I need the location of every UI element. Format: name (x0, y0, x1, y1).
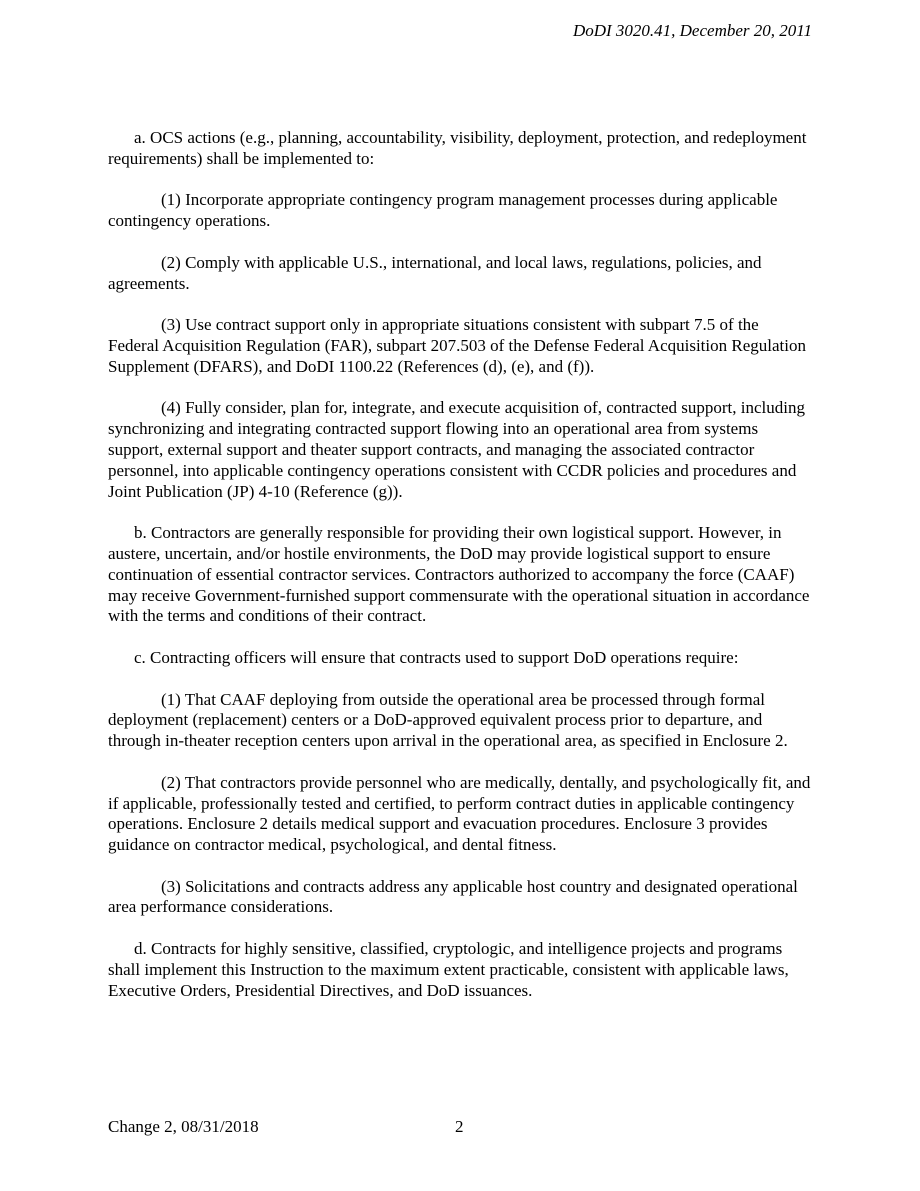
paragraph-b: b. Contractors are generally responsible for providing their own logistical support. However, in austere, uncertain, and/or hostile environments, the DoD may provide logistical support to ensure continuation of essential contractor services. Contractors authorized to accompany the force (CAAF) may receive Government-furnished support commensurate with the operational situation in accordance with the terms and conditions of their contract. (108, 523, 810, 626)
paragraph-a-1: (1) Incorporate appropriate contingency program management processes during applicable contingency operations. (108, 190, 778, 231)
page-header (573, 20, 812, 42)
paragraph-a-4: (4) Fully consider, plan for, integrate, and execute acquisition of, contracted support, including synchronizing and integrating contracted support flowing into an operational area from systems support, external support and theater support contracts, and managing the associated contractor personnel, into applicable contingency operations consistent with CCDR policies and procedures and Joint Publication (JP) 4-10 (Reference (g)). (108, 398, 805, 501)
paragraph-c: c. Contracting officers will ensure that contracts used to support DoD operations require: (134, 647, 739, 667)
paragraph-c-3: (3) Solicitations and contracts address any applicable host country and designated operational area performance considerations. (108, 876, 798, 917)
document-body (108, 128, 813, 1022)
paragraph-c-1: (1) That CAAF deploying from outside the operational area be processed through formal deployment (replacement) centers or a DoD-approved equivalent process prior to departure, and through in-theater reception centers upon arrival in the operational area, as specified in Enclosure 2. (108, 689, 788, 751)
paragraph-a: a. OCS actions (e.g., planning, accountability, visibility, deployment, protection, and redeployment requirements) shall be implemented to: (108, 128, 807, 168)
paragraph-a-2: (2) Comply with applicable U.S., international, and local laws, regulations, policies, and agreements. (108, 252, 762, 293)
document-reference: DoDI 3020.41, December 20, 2011 (572, 21, 812, 40)
page-footer (108, 1116, 813, 1138)
page-number: 2 (455, 1117, 464, 1136)
change-notice: Change 2, 08/31/2018 (108, 1117, 259, 1136)
paragraph-a-3: (3) Use contract support only in appropriate situations consistent with subpart 7.5 of the Federal Acquisition Regulation (FAR), subpart 207.503 of the Defense Federal Acquisition Regulation Supplement (DFARS), and DoDI 1100.22 (References (d), (e), and (f)). (108, 315, 806, 376)
paragraph-d: d. Contracts for highly sensitive, classified, cryptologic, and intelligence projects and programs shall implement this Instruction to the maximum extent practicable, consistent with applicable laws, Executive Orders, Presidential Directives, and DoD issuances. (108, 939, 789, 1000)
paragraph-c-2: (2) That contractors provide personnel who are medically, dentally, and psychologically fit, and if applicable, professionally tested and certified, to perform contract duties in applicable contingency operations. Enclosure 2 details medical support and evacuation procedures. Enclosure 3 provides guidance on contractor medical, psychological, and dental fitness. (108, 772, 811, 855)
